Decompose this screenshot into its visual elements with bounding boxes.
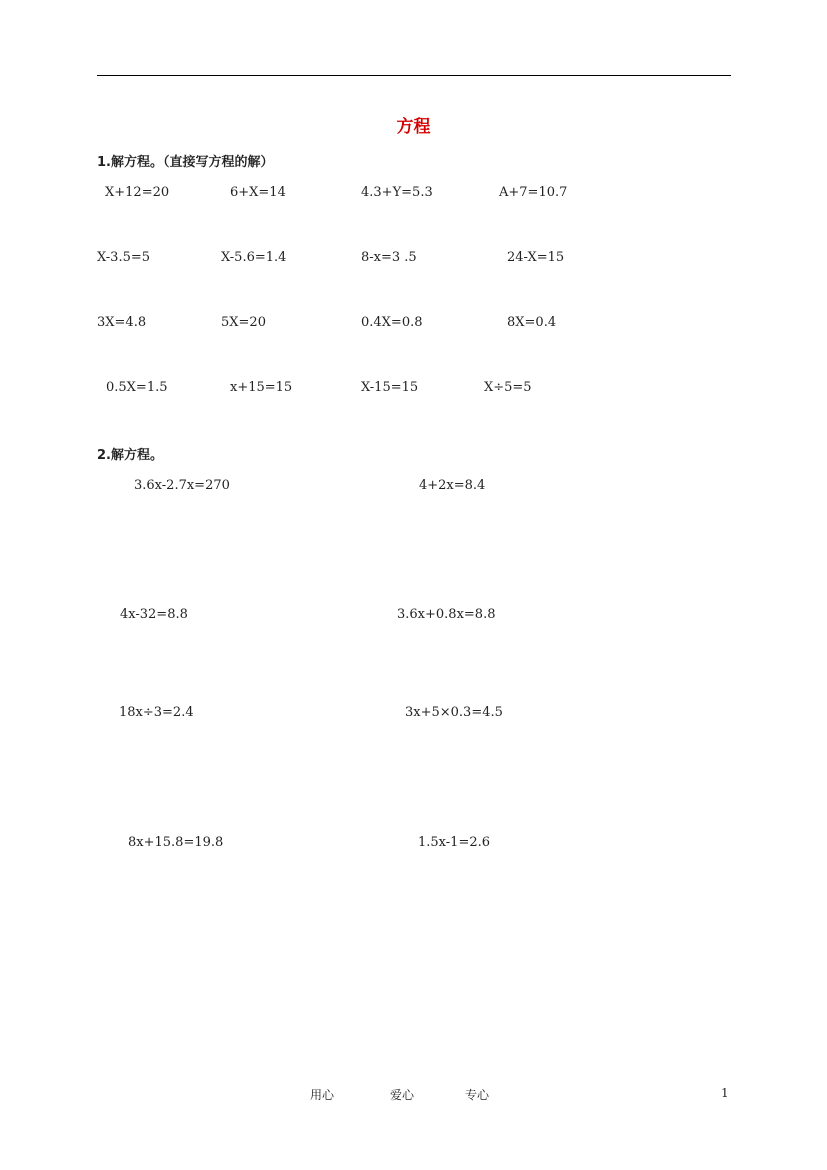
equation: 4.3+Y=5.3 — [361, 185, 433, 200]
equation: X-3.5=5 — [97, 250, 151, 265]
equation: 3.6x-2.7x=270 — [134, 478, 230, 493]
equation: X-5.6=1.4 — [221, 250, 287, 265]
page-title: 方程 — [396, 117, 431, 137]
equation: X-15=15 — [361, 380, 419, 395]
page-number: 1 — [721, 1086, 729, 1100]
equation: 18x÷3=2.4 — [119, 705, 194, 720]
equation: 8-x=3 .5 — [361, 250, 417, 265]
equation: 0.5X=1.5 — [106, 380, 168, 395]
footer-text: 专心 — [465, 1088, 490, 1102]
equation: 3X=4.8 — [97, 315, 147, 330]
footer-text: 用心 — [310, 1088, 335, 1102]
equation: 6+X=14 — [230, 185, 286, 200]
section2-heading: 2.解方程。 — [97, 448, 163, 463]
equation: 3x+5×0.3=4.5 — [405, 705, 503, 720]
header-rule — [97, 75, 731, 76]
section1-heading: 1.解方程。（直接写方程的解） — [97, 155, 274, 170]
equation: 1.5x-1=2.6 — [418, 835, 491, 850]
equation: X+12=20 — [105, 185, 170, 200]
equation: x+15=15 — [230, 380, 293, 395]
equation: 4x-32=8.8 — [120, 607, 188, 622]
equation: 8x+15.8=19.8 — [128, 835, 224, 850]
equation: X÷5=5 — [484, 380, 532, 395]
equation: 24-X=15 — [507, 250, 565, 265]
equation: 3.6x+0.8x=8.8 — [397, 607, 496, 622]
equation: 4+2x=8.4 — [419, 478, 486, 493]
equation: 5X=20 — [221, 315, 266, 330]
equation: A+7=10.7 — [499, 185, 568, 200]
equation: 8X=0.4 — [507, 315, 557, 330]
footer-text: 爱心 — [390, 1088, 415, 1102]
equation: 0.4X=0.8 — [361, 315, 423, 330]
